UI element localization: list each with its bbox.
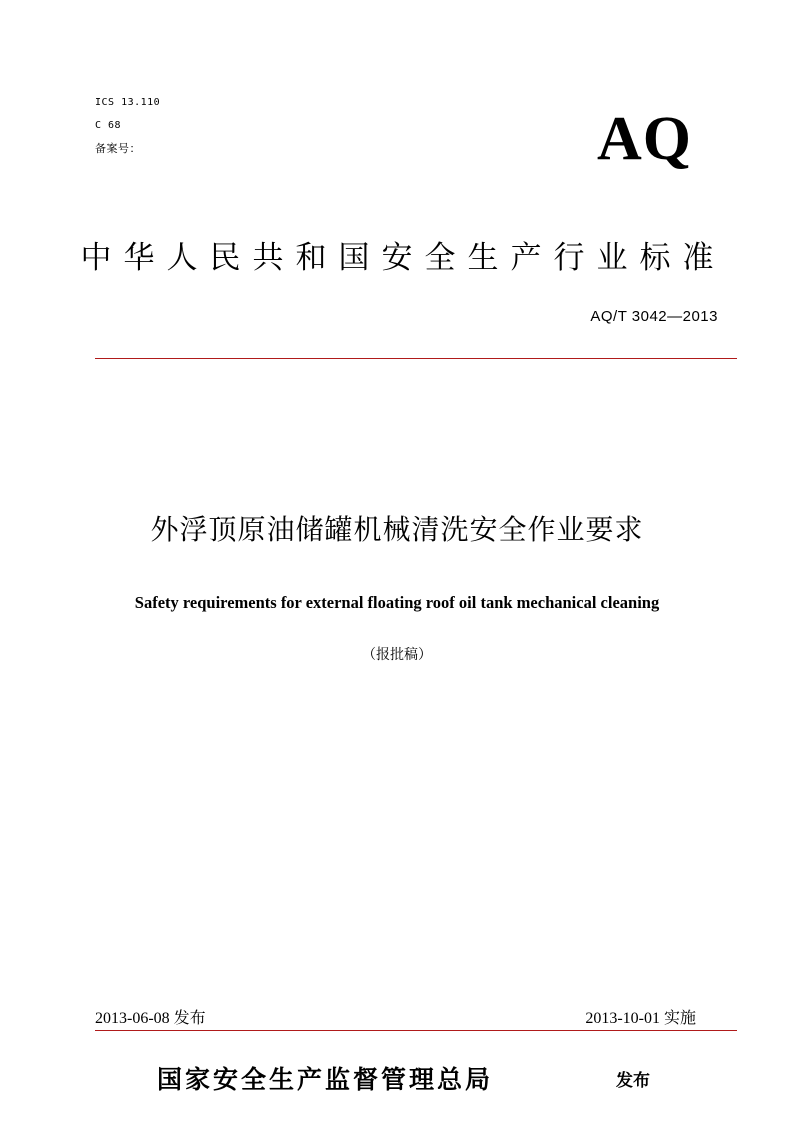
aq-logo: AQ — [597, 105, 692, 173]
implement-date: 2013-10-01 实施 — [585, 1010, 696, 1027]
standard-number: AQ/T 3042—2013 — [590, 308, 718, 325]
top-divider — [95, 358, 737, 359]
ics-code: ICS 13.110 — [95, 97, 161, 108]
ccs-code: C 68 — [95, 120, 122, 131]
issuing-authority: 国家安全生产监督管理总局 — [157, 1065, 494, 1094]
document-title-english: Safety requirements for external floating roof oil tank mechanical cleaning — [134, 593, 660, 612]
filing-number-label: 备案号： — [95, 142, 141, 155]
issuing-authority-suffix: 发布 — [616, 1071, 650, 1091]
publish-date: 2013-06-08 发布 — [95, 1010, 206, 1027]
document-title-chinese: 外浮顶原油储罐机械清洗安全作业要求 — [150, 513, 644, 546]
standard-category-title: 中华人民共和国安全生产行业标准 — [80, 240, 726, 276]
draft-status: （报批稿） — [362, 647, 432, 663]
bottom-divider — [95, 1030, 737, 1031]
